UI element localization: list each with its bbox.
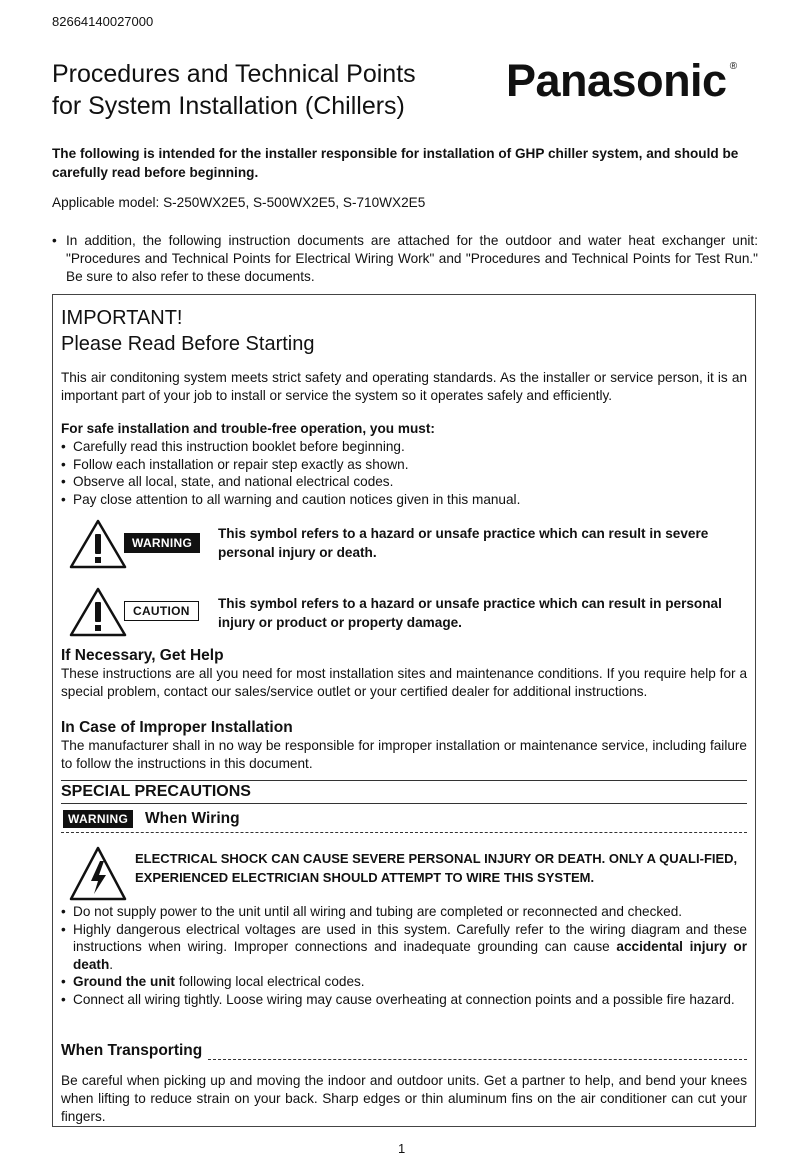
when-transporting-heading: When Transporting: [61, 1042, 203, 1059]
must-list: [61, 438, 747, 508]
applicable-models: Applicable model: S-250WX2E5, S-500WX2E5, S-710WX2E5: [52, 195, 426, 210]
transport-text: Be careful when picking up and moving the indoor and outdoor units. Get a partner to help, and bend your knees when lifting to reduce strain on your back. Sharp edges or thin aluminum fins on the air conditioner can cut your fingers.: [61, 1073, 747, 1124]
dashed-divider: [61, 832, 747, 833]
wiring-precautions-list: [61, 903, 747, 1008]
important-paragraph: This air conditoning system meets strict safety and operating standards. As the installer or service person, it is an important part of your job to install or service the system so it operates safely and efficiently.: [61, 370, 747, 403]
list-item-text: Highly dangerous electrical voltages are used in this system. Carefully refer to the wiring diagram and these instructions when wiring. Improper connections and inadequate grounding can cause: [73, 921, 747, 954]
attached-documents-note: [52, 232, 758, 286]
important-heading: [61, 305, 315, 357]
must-heading: For safe installation and trouble-free operation, you must:: [61, 421, 435, 436]
wiring-warning-badge: WARNING: [63, 810, 133, 828]
document-number: 82664140027000: [52, 14, 154, 29]
list-item-emphasis: Ground the unit: [73, 974, 175, 989]
list-item-emphasis: accidental injury or death: [73, 939, 747, 972]
list-item: • Pay close attention to all warning and caution notices given in this manual.: [61, 491, 747, 509]
note-text: In addition, the following instruction documents are attached for the outdoor and water heat exchanger unit: "Procedures and Technical Points for Electrical Wiring Work" and "Procedures and Technical Points for Test Run." Be sure to also refer to these documents.: [66, 233, 758, 284]
divider: [61, 780, 747, 781]
title-line-2: for System Installation (Chillers): [52, 92, 405, 120]
divider: [61, 803, 747, 804]
title-line-1: Procedures and Technical Points: [52, 60, 416, 88]
caution-triangle-icon: [69, 587, 127, 637]
caution-badge: CAUTION: [124, 601, 199, 621]
page-number: 1: [398, 1141, 406, 1156]
intro-text: The following is intended for the installer responsible for installation of GHP chiller system, and should be carefully read before beginning.: [52, 146, 739, 180]
help-section: [61, 647, 747, 701]
improper-section: [61, 719, 747, 773]
when-wiring-heading: When Wiring: [145, 810, 240, 827]
warning-triangle-icon: [69, 519, 127, 569]
help-text: These instructions are all you need for most installation sites and maintenance conditions. If you require help for a special problem, contact our sales/service outlet or your certified dealer for additional instructions.: [61, 666, 747, 699]
warning-description: This symbol refers to a hazard or unsafe practice which can result in severe personal injury or death.: [218, 526, 709, 560]
panasonic-logo: [506, 55, 737, 107]
list-item: [61, 973, 747, 991]
brand-name: Panasonic: [506, 55, 727, 106]
registered-mark: ®: [729, 61, 737, 72]
warning-badge: WARNING: [124, 533, 200, 553]
shock-warning-text: ELECTRICAL SHOCK CAN CAUSE SEVERE PERSONAL INJURY OR DEATH. ONLY A QUALI-FIED, EXPERIENCED ELECTRICIAN SHOULD ATTEMPT TO WIRE THIS SYSTEM.: [135, 851, 738, 885]
electrical-shock-icon: [69, 845, 127, 903]
list-item: • Do not supply power to the unit until all wiring and tubing are completed or reconnected and checked.: [61, 903, 747, 921]
bullet: •: [52, 233, 57, 248]
list-item-text: following local electrical codes.: [174, 974, 365, 989]
list-item: • Carefully read this instruction booklet before beginning.: [61, 438, 747, 456]
improper-text: The manufacturer shall in no way be responsible for improper installation or maintenance service, including failure to follow the instructions in this document.: [61, 738, 747, 771]
list-item-text: .: [109, 956, 114, 972]
special-precautions-heading: SPECIAL PRECAUTIONS: [61, 783, 251, 800]
list-item: • Connect all wiring tightly. Loose wiring may cause overheating at connection points and a possible fire hazard.: [61, 991, 747, 1009]
important-heading-line-2: Please Read Before Starting: [61, 333, 315, 355]
dashed-divider: [208, 1059, 747, 1060]
caution-description: This symbol refers to a hazard or unsafe practice which can result in personal injury or product or property damage.: [218, 596, 722, 630]
list-item: [61, 921, 747, 974]
important-box: [52, 294, 756, 1127]
improper-heading: In Case of Improper Installation: [61, 719, 293, 736]
page-title: [52, 58, 416, 122]
list-item: • Observe all local, state, and national electrical codes.: [61, 473, 747, 491]
list-item: • Follow each installation or repair step exactly as shown.: [61, 456, 747, 474]
must-section: [61, 420, 747, 508]
help-heading: If Necessary, Get Help: [61, 647, 224, 664]
important-heading-line-1: IMPORTANT!: [61, 307, 183, 329]
